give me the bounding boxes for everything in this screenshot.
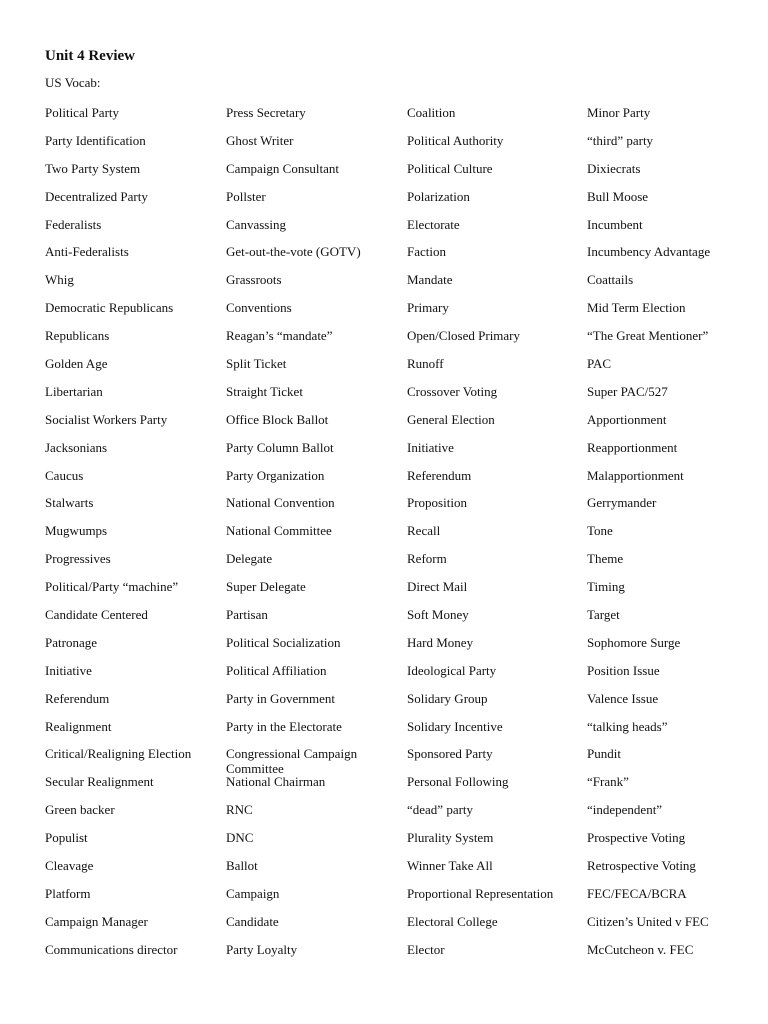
vocab-term: Get-out-the-vote (GOTV) <box>226 244 361 260</box>
page-subtitle: US Vocab: <box>45 75 101 90</box>
vocab-column-2 <box>226 102 401 967</box>
vocab-term: Libertarian <box>45 383 103 399</box>
vocab-term: Electoral College <box>407 913 498 929</box>
vocab-term: Proposition <box>407 495 467 511</box>
vocab-term: Prospective Voting <box>587 830 686 846</box>
vocab-term: FEC/FECA/BCRA <box>587 885 687 901</box>
vocab-term: Republicans <box>45 328 110 344</box>
vocab-term: Socialist Workers Party <box>45 411 168 427</box>
vocab-term: Incumbent <box>587 216 643 232</box>
vocab-term: Candidate <box>226 913 279 929</box>
vocab-term: Pundit <box>587 746 621 762</box>
vocab-term: Soft Money <box>407 607 469 623</box>
vocab-term: National Convention <box>226 495 335 511</box>
vocab-term: Delegate <box>226 551 273 567</box>
vocab-term: Party Identification <box>45 132 146 148</box>
vocab-term: Democratic Republicans <box>45 300 174 316</box>
vocab-term: “Frank” <box>587 774 629 790</box>
vocab-term: Apportionment <box>587 411 667 427</box>
vocab-term: Political Socialization <box>226 634 341 650</box>
vocab-term: Proportional Representation <box>407 885 554 901</box>
vocab-term: Electorate <box>407 216 460 232</box>
page-title: Unit 4 Review <box>45 48 135 64</box>
vocab-term: RNC <box>226 802 253 818</box>
vocab-term: Mugwumps <box>45 523 108 539</box>
vocab-term: PAC <box>587 356 612 372</box>
vocab-term: Retrospective Voting <box>587 858 696 874</box>
vocab-term: Federalists <box>45 216 102 232</box>
vocab-term: Whig <box>45 272 74 288</box>
vocab-term: Solidary Group <box>407 690 488 706</box>
vocab-term: Split Ticket <box>226 356 287 372</box>
vocab-term: Polarization <box>407 188 470 204</box>
vocab-term: Bull Moose <box>587 188 649 204</box>
vocab-term: Malapportionment <box>587 467 684 483</box>
vocab-term: Citizen’s United v FEC <box>587 913 709 929</box>
vocab-term: “independent” <box>587 802 663 818</box>
vocab-term: Ballot <box>226 858 258 874</box>
vocab-term: Coalition <box>407 105 456 120</box>
vocab-term: Target <box>587 607 620 623</box>
vocab-term: Pollster <box>226 188 266 204</box>
vocab-term: Plurality System <box>407 830 494 846</box>
vocab-term: Campaign Consultant <box>226 160 340 176</box>
vocab-term: National Committee <box>226 523 332 539</box>
vocab-term: Mid Term Election <box>587 300 686 316</box>
vocab-term: Party in Government <box>226 690 336 706</box>
vocab-term: “third” party <box>587 132 654 148</box>
vocab-term: Solidary Incentive <box>407 718 503 734</box>
vocab-term: Position Issue <box>587 662 660 678</box>
vocab-term: Direct Mail <box>407 579 468 595</box>
vocab-term: Canvassing <box>226 216 286 232</box>
vocab-term: Populist <box>45 830 88 846</box>
vocab-term: Partisan <box>226 607 268 623</box>
vocab-term: Reapportionment <box>587 439 678 455</box>
vocab-term: Green backer <box>45 802 115 818</box>
vocab-term: Caucus <box>45 467 84 483</box>
vocab-term: Reform <box>407 551 447 567</box>
vocab-term: Ghost Writer <box>226 132 294 148</box>
vocab-term: Referendum <box>45 690 110 706</box>
vocab-column-4 <box>587 102 757 967</box>
vocab-term: “talking heads” <box>587 718 668 734</box>
vocab-term: Tone <box>587 523 613 539</box>
document-page <box>45 46 748 957</box>
vocab-term: Elector <box>407 941 445 957</box>
vocab-term: Patronage <box>45 634 97 650</box>
vocab-term: McCutcheon v. FEC <box>587 941 694 957</box>
vocab-term: Initiative <box>407 439 454 455</box>
vocab-term: Political Party <box>45 105 120 120</box>
vocab-term: Party in the Electorate <box>226 718 342 734</box>
vocab-term: Sophomore Surge <box>587 634 681 650</box>
vocab-term: Campaign Manager <box>45 913 148 929</box>
vocab-term: Grassroots <box>226 272 282 288</box>
vocab-term: Political Affiliation <box>226 662 327 678</box>
vocab-term: Cleavage <box>45 858 94 874</box>
vocab-term: General Election <box>407 411 495 427</box>
vocab-term: Candidate Centered <box>45 607 148 623</box>
vocab-term: Hard Money <box>407 634 474 650</box>
vocab-term: Stalwarts <box>45 495 94 511</box>
vocab-term: Decentralized Party <box>45 188 148 204</box>
vocab-term: Valence Issue <box>587 690 659 706</box>
vocab-term: Congressional Campaign Committee <box>226 746 358 777</box>
vocab-term: Timing <box>587 579 625 595</box>
vocab-term: Conventions <box>226 300 292 316</box>
vocab-term: Super Delegate <box>226 579 306 595</box>
vocab-term: National Chairman <box>226 774 326 790</box>
vocab-term: Party Loyalty <box>226 941 298 957</box>
vocab-term: Coattails <box>587 272 634 288</box>
vocab-term: Ideological Party <box>407 662 497 678</box>
vocab-term: Initiative <box>45 662 92 678</box>
vocab-term: Gerrymander <box>587 495 657 511</box>
vocab-term: Crossover Voting <box>407 383 498 399</box>
vocab-term: Party Organization <box>226 467 325 483</box>
vocab-term: Golden Age <box>45 356 108 372</box>
vocab-term: Referendum <box>407 467 472 483</box>
vocab-term: DNC <box>226 830 254 846</box>
vocab-term: Secular Realignment <box>45 774 154 790</box>
vocab-term: Winner Take All <box>407 858 493 874</box>
vocab-term: Progressives <box>45 551 111 567</box>
vocab-term: Critical/Realigning Election <box>45 746 192 762</box>
vocab-term: Party Column Ballot <box>226 439 334 455</box>
vocab-term: Office Block Ballot <box>226 411 329 427</box>
vocab-term: Political Culture <box>407 160 493 176</box>
vocab-term: Mandate <box>407 272 453 288</box>
vocab-term: Two Party System <box>45 160 141 176</box>
vocab-term: Dixiecrats <box>587 160 641 176</box>
vocab-term: Minor Party <box>587 105 651 120</box>
vocab-term: Personal Following <box>407 774 509 790</box>
vocab-term: Open/Closed Primary <box>407 328 521 344</box>
vocab-term: Communications director <box>45 941 178 957</box>
vocab-term: Political Authority <box>407 132 504 148</box>
vocab-term: Incumbency Advantage <box>587 244 711 260</box>
vocab-term: Faction <box>407 244 446 260</box>
vocab-term: Campaign <box>226 885 280 901</box>
vocab-term: Reagan’s “mandate” <box>226 328 333 344</box>
vocab-term: Runoff <box>407 356 444 372</box>
vocab-term: Recall <box>407 523 441 539</box>
vocab-term: “dead” party <box>407 802 474 818</box>
vocab-term: Press Secretary <box>226 105 306 120</box>
vocab-term: “The Great Mentioner” <box>587 328 709 344</box>
vocab-term: Theme <box>587 551 624 567</box>
vocab-term: Super PAC/527 <box>587 383 668 399</box>
vocab-term: Straight Ticket <box>226 383 303 399</box>
vocab-term: Realignment <box>45 718 112 734</box>
vocab-column-3 <box>407 102 582 967</box>
vocab-term: Anti-Federalists <box>45 244 129 260</box>
vocab-term: Platform <box>45 885 91 901</box>
vocab-column-1 <box>45 102 220 967</box>
vocab-term: Primary <box>407 300 449 316</box>
vocab-term: Sponsored Party <box>407 746 493 762</box>
vocab-term: Political/Party “machine” <box>45 579 179 595</box>
vocab-term: Jacksonians <box>45 439 108 455</box>
